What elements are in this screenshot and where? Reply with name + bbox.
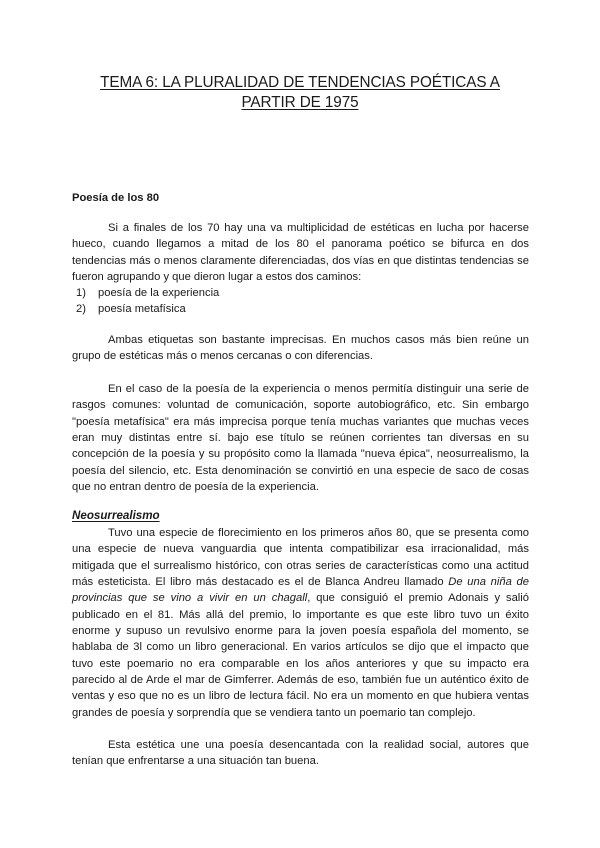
title-line-2: PARTIR DE 1975 <box>241 94 359 111</box>
paragraph-intro: Si a finales de los 70 hay una va multiplicidad de estéticas en lucha por hacerse hueco, cuando llegamos a mitad de los 80 el panorama poético se bifurca en dos tendencias más o menos claramente diferenciadas, dos vías en que distintas tendencias se fueron agrupando y que dieron lugar a estos dos caminos: <box>72 222 529 284</box>
list-item-text: poesía de la experiencia <box>98 287 220 299</box>
document-title <box>60 73 540 113</box>
list-item-text: poesía metafísica <box>98 303 186 316</box>
title-line-1: TEMA 6: LA PLURALIDAD DE TENDENCIAS POÉTICAS A <box>100 74 500 91</box>
paragraph-neosurrealismo <box>72 525 529 721</box>
paragraph-experience: En el caso de la poesía de la experiencia o menos permitía distinguir una serie de rasgos comunes: voluntad de comunicación, soporte autobiográfico, etc. Sin embargo "poesía metafísica" era más imprecisa porque tenía muchas variantes que muchas veces eran muy distintas entre sí. bajo ese título se reúnen corrientes tan diversas en su concepción de la poesía y su propósito como la llamada "nueva épica", neosurrealismo, la poesía del silencio, etc. Esta denominación se convirtió en una especie de saco de cosas que no entran dentro de poesía de la experiencia. <box>72 383 529 494</box>
paragraph-aesthetic: Esta estética une una poesía desencantada con la realidad social, autores que tenían que enfrentarse a una situación tan buena. <box>72 739 529 768</box>
paragraph-text-start: Tuvo una especie de florecimiento en los primeros años 80, que se presenta como una especie de nueva vanguardia que intenta compatibilizar esa irracionalidad, más mitigada que el surrealismo histórico, con otras series de características como una actitud más esteticista. El libro más destacado es el de Blanca Andreu llamado <box>72 527 529 589</box>
list-item-number: 2) <box>76 303 86 316</box>
book-title: De una niña de provincias que se vino a vivir en un chagall <box>72 576 529 605</box>
list-item <box>72 285 529 301</box>
paragraph-text-end: , que consiguió el premio Adonais y salió publicado en el 81. Más allá del premio, lo importante es que este libro tuvo un éxito enorme y supuso un revulsivo enorme para la joven poesía española del momento, se hablaba de 3l como un libro generacional. En varios artículos se dijo que el impacto que tuvo este poemario no era comparable en los años anteriores y que su impacto era parecido al de Arde el mar de Gimferrer. Además de eso, también fue un auténtico éxito de ventas y eso que no es un libro de lectura fácil. No era un momento en que hubiera ventas grandes de poesía y sorprendía que se vendiera tanto un poemario tan complejo. <box>72 592 529 719</box>
paragraph-labels: Ambas etiquetas son bastante imprecisas. En muchos casos más bien reúne un grupo de estéticas más o menos cercanas o con diferencias. <box>72 334 529 363</box>
list-item <box>72 301 529 317</box>
tendencies-list <box>72 285 529 318</box>
list-item-number: 1) <box>76 287 86 299</box>
section-heading-neosurrealismo: Neosurrealismo <box>72 509 160 522</box>
section-heading-poesia-80: Poesía de los 80 <box>72 192 160 204</box>
